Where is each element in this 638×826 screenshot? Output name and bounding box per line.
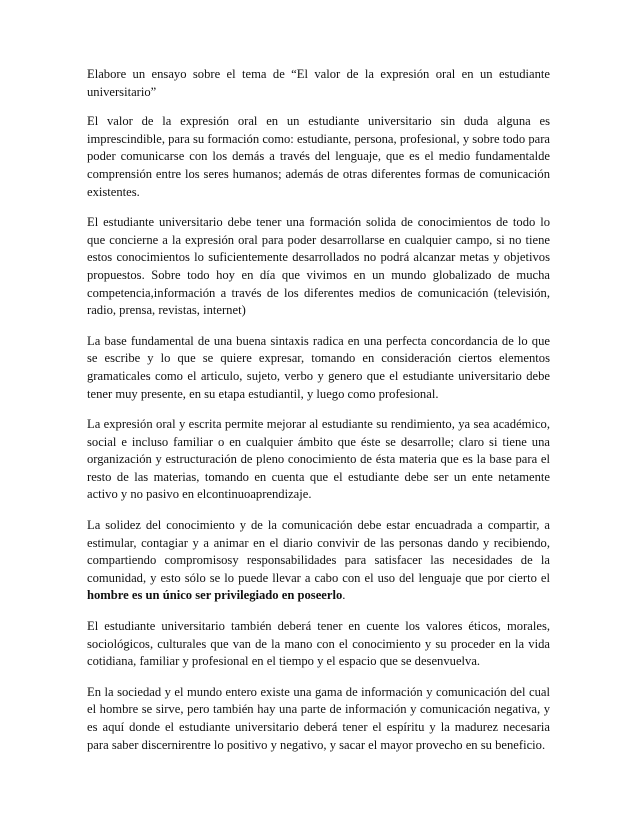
paragraph-5-text: La solidez del conocimiento y de la comunicación debe estar encuadrada a compartir, a estimular, contagiar y a animar en el diario convivir de las personas dando y recibiendo, compartiendo compromisosy responsabilidades para satisfacer las necesidades de la comunidad, y esto sólo se lo puede llevar a cabo con el uso del lenguaje que por cierto el — [87, 518, 550, 585]
paragraph-5-end: . — [342, 588, 346, 603]
document-page — [87, 66, 550, 767]
paragraph-4: La expresión oral y escrita permite mejorar al estudiante su rendimiento, ya sea académico, social e incluso familiar o en cualquier ámbito que éste se desarrolle; claro si tiene una organización y estructuración de pleno conocimiento de ésta materia que es la base para el resto de las materias, tomando en cuenta que el estudiante debe ser un ente netamente activo y no pasivo en elcontinuoaprendizaje. — [87, 417, 550, 502]
paragraph-2: El estudiante universitario debe tener una formación solida de conocimientos de todo lo que concierne a la expresión oral para poder desarrollarse en cualquier campo, si no tiene estos conocimientos lo suficientemente desarrollados no podrá alcanzar metas y objetivos propuestos. Sobre todo hoy en día que vivimos en un mundo globalizado de mucha competencia,información a través de los diferentes medios de comunicación (televisión, radio, prensa, revistas, internet) — [87, 215, 550, 318]
paragraph-6: El estudiante universitario también deberá tener en cuente los valores éticos, morales, sociológicos, culturales que van de la mano con el conocimiento y su proceder en la vida cotidiana, familiar y profesional en el tiempo y el espacio que se desenvuelva. — [87, 619, 550, 669]
paragraph-5 — [87, 517, 550, 605]
paragraph-5-bold-text: hombre es un único ser privilegiado en poseerlo — [87, 588, 343, 603]
essay-prompt: Elabore un ensayo sobre el tema de “El valor de la expresión oral en un estudiante universitario” — [87, 67, 550, 99]
paragraph-1: El valor de la expresión oral en un estudiante universitario sin duda alguna es imprescindible, para su formación como: estudiante, persona, profesional, y sobre todo para poder comunicarse con los demás a través del lenguaje, que es el medio fundamentalde comprensión entre los seres humanos; además de otras diferentes formas de comunicación existentes. — [87, 114, 550, 199]
paragraph-3: La base fundamental de una buena sintaxis radica en una perfecta concordancia de lo que se escribe y lo que se quiere expresar, tomando en consideración ciertos elementos gramaticales como el articulo, sujeto, verbo y genero que el estudiante universitario debe tener muy presente, en su etapa estudiantil, y luego como profesional. — [87, 333, 550, 401]
paragraph-7: En la sociedad y el mundo entero existe una gama de información y comunicación del cual el hombre se sirve, pero también hay una parte de información y comunicación negativa, y es aquí donde el estudiante universitario deberá tener el espíritu y la madurez necesaria para saber discernirentre lo positivo y negativo, y sacar el mayor provecho en su beneficio. — [87, 684, 550, 752]
